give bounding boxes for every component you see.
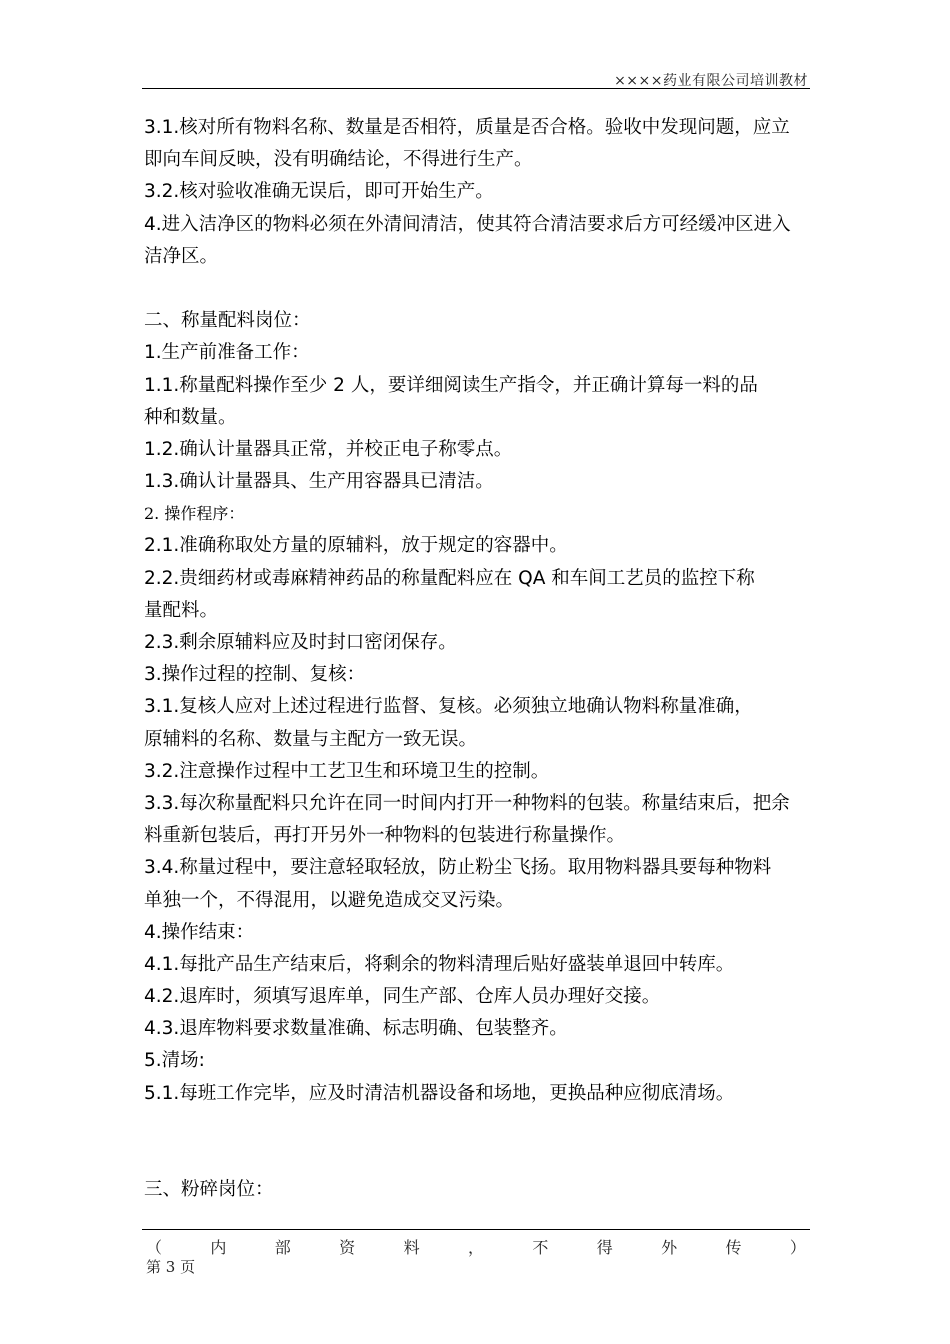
- paragraph-line: 3.1.核对所有物料名称、数量是否相符，质量是否合格。验收中发现问题，应立: [144, 117, 790, 138]
- section-heading: 二、称量配料岗位：: [144, 310, 311, 332]
- document-body: [144, 112, 810, 1206]
- blank-line: [144, 273, 810, 305]
- subsection-heading: 5.清场:: [144, 1050, 205, 1072]
- footer-char: （: [146, 1238, 163, 1257]
- footer-char: 传: [725, 1238, 742, 1257]
- paragraph-line: 洁净区。: [144, 245, 219, 267]
- footer-char: 料: [403, 1238, 420, 1257]
- paragraph-line: 3.2.核对验收准确无误后，即可开始生产。: [144, 181, 494, 203]
- footer-char: 资: [339, 1238, 356, 1257]
- paragraph-line: 原辅料的名称、数量与主配方一致无误。: [144, 728, 478, 750]
- footer-char: ）: [789, 1238, 806, 1257]
- paragraph-line: 量配料。: [144, 599, 219, 621]
- blank-line: [144, 1110, 810, 1174]
- subsection-heading: 2. 操作程序：: [144, 504, 245, 524]
- paragraph-line: 即向车间反映，没有明确结论，不得进行生产。: [144, 149, 533, 171]
- section-heading: 三、粉碎岗位：: [144, 1179, 274, 1201]
- paragraph-line: 3.4.称量过程中，要注意轻取轻放，防止粉尘飞扬。取用物料器具要每种物料: [144, 857, 772, 879]
- paragraph-line: 3.2.注意操作过程中工艺卫生和环境卫生的控制。: [144, 760, 550, 782]
- header-title: ××××药业有限公司培训教材: [614, 73, 808, 89]
- paragraph-line: 2.1.准确称取处方量的原辅料，放于规定的容器中。: [144, 535, 568, 557]
- paragraph-line: 1.3.确认计量器具、生产用容器具已清洁。: [144, 471, 494, 493]
- footer-char: 得: [596, 1238, 613, 1257]
- paragraph-line: 1.2.确认计量器具正常，并校正电子称零点。: [144, 438, 513, 460]
- paragraph-line: 3.1.复核人应对上述过程进行监督、复核。必须独立地确认物料称量准确，: [144, 696, 753, 718]
- footer-char: 部: [274, 1238, 291, 1257]
- footer-char: ，: [467, 1238, 484, 1257]
- subsection-heading: 3.操作过程的控制、复核：: [144, 664, 366, 686]
- paragraph-line: 种和数量。: [144, 406, 237, 428]
- paragraph-line: 单独一个，不得混用，以避免造成交叉污染。: [144, 889, 515, 911]
- paragraph-line: 4.2.退库时，须填写退库单，同生产部、仓库人员办理好交接。: [144, 986, 661, 1008]
- subsection-heading: 4.操作结束：: [144, 921, 255, 943]
- paragraph-line: 2.3.剩余原辅料应及时封口密闭保存。: [144, 632, 457, 653]
- subsection-heading: 1.生产前准备工作：: [144, 342, 310, 364]
- footer-char: 外: [661, 1238, 678, 1257]
- footer-char: 不: [532, 1238, 549, 1257]
- paragraph-line: 5.1.每班工作完毕，应及时清洁机器设备和场地，更换品种应彻底清场。: [144, 1082, 735, 1104]
- footer-char: 内: [210, 1238, 227, 1257]
- page-number: 第 3 页: [146, 1258, 196, 1276]
- footer-notice: [146, 1235, 806, 1258]
- footer-divider: [142, 1229, 810, 1230]
- paragraph-line: 4.3.退库物料要求数量准确、标志明确、包装整齐。: [144, 1018, 568, 1040]
- paragraph-line: 3.3.每次称量配料只允许在同一时间内打开一种物料的包装。称量结束后，把余: [144, 792, 790, 814]
- paragraph-line: 料重新包装后，再打开另外一种物料的包装进行称量操作。: [144, 825, 626, 847]
- paragraph-line: 1.1.称量配料操作至少 2 人，要详细阅读生产指令，并正确计算每一料的品: [144, 374, 758, 396]
- paragraph-line: 4.进入洁净区的物料必须在外清间清洁，使其符合清洁要求后方可经缓冲区进入: [144, 213, 791, 235]
- paragraph-line: 2.2.贵细药材或毒麻精神药品的称量配料应在 QA 和车间工艺员的监控下称: [144, 567, 755, 589]
- paragraph-line: 4.1.每批产品生产结束后，将剩余的物料清理后贴好盛装单退回中转库。: [144, 953, 735, 975]
- header-divider: [142, 88, 810, 89]
